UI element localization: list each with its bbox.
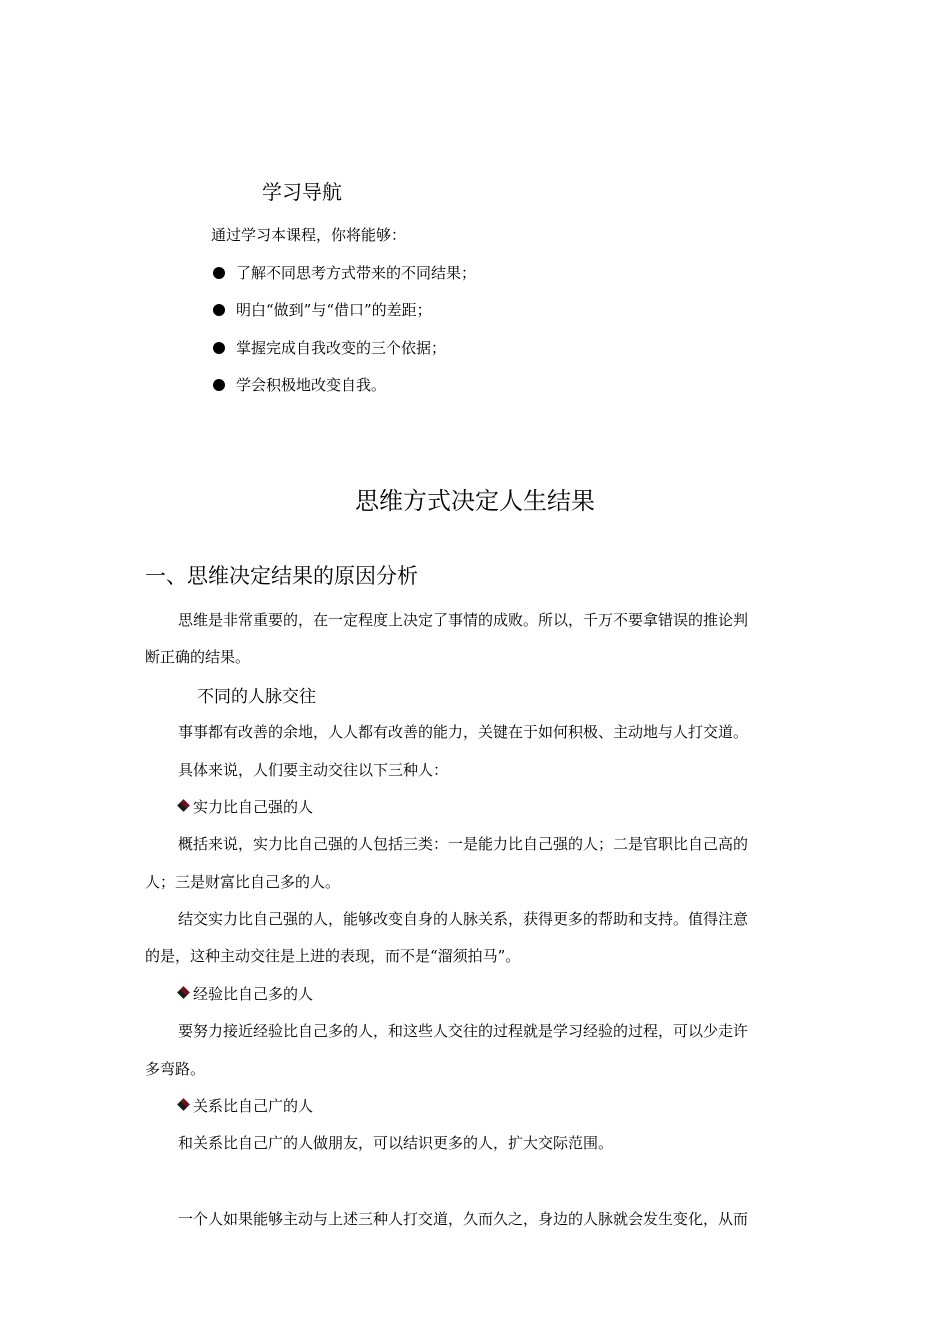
nav-item-text: 了解不同思考方式带来的不同结果； — [236, 264, 477, 282]
paragraph-line: 事事都有改善的余地，人人都有改善的能力，关键在于如何积极、主动地与人打交道。 — [178, 723, 749, 741]
list-item-label: 经验比自己多的人 — [193, 985, 314, 1003]
nav-intro: 通过学习本课程，你将能够： — [211, 226, 407, 244]
nav-item-text: 明白“做到”与“借口”的差距； — [236, 301, 432, 319]
list-item-label: 实力比自己强的人 — [193, 798, 314, 816]
nav-title: 学习导航 — [262, 180, 342, 204]
paragraph-line: 和关系比自己广的人做朋友，可以结识更多的人，扩大交际范围。 — [178, 1134, 614, 1152]
bullet-icon — [213, 379, 225, 391]
paragraph-line: 一个人如果能够主动与上述三种人打交道，久而久之，身边的人脉就会发生变化，从而 — [178, 1210, 749, 1228]
list-item-label: 关系比自己广的人 — [193, 1097, 314, 1115]
sub-heading: 不同的人脉交往 — [197, 687, 316, 707]
main-title: 思维方式决定人生结果 — [355, 487, 595, 515]
bullet-icon — [213, 342, 225, 354]
diamond-bullet-icon — [177, 986, 190, 999]
section-heading: 一、思维决定结果的原因分析 — [145, 564, 418, 588]
list-item — [177, 797, 313, 817]
paragraph-line: 具体来说，人们要主动交往以下三种人： — [178, 761, 449, 779]
paragraph-line: 多弯路。 — [145, 1060, 206, 1078]
nav-item — [213, 337, 446, 358]
list-item — [177, 984, 313, 1004]
diamond-bullet-icon — [177, 799, 190, 812]
nav-item — [213, 299, 432, 320]
paragraph-line: 的是，这种主动交往是上进的表现，而不是“溜须拍马”。 — [145, 947, 521, 965]
paragraph-line: 断正确的结果。 — [145, 648, 251, 666]
paragraph-line: 结交实力比自己强的人，能够改变自身的人脉关系，获得更多的帮助和支持。值得注意 — [178, 910, 749, 928]
nav-item — [213, 374, 386, 395]
bullet-icon — [213, 304, 225, 316]
nav-item-text: 学会积极地改变自我。 — [236, 376, 387, 394]
diamond-bullet-icon — [177, 1098, 190, 1111]
paragraph-line: 概括来说，实力比自己强的人包括三类：一是能力比自己强的人；二是官职比自己高的 — [178, 835, 749, 853]
paragraph-line: 要努力接近经验比自己多的人，和这些人交往的过程就是学习经验的过程，可以少走许 — [178, 1022, 749, 1040]
nav-item-text: 掌握完成自我改变的三个依据； — [236, 339, 447, 357]
paragraph-line: 思维是非常重要的，在一定程度上决定了事情的成败。所以，千万不要拿错误的推论判 — [178, 611, 749, 629]
list-item — [177, 1096, 313, 1116]
nav-item — [213, 262, 476, 283]
bullet-icon — [213, 267, 225, 279]
paragraph-line: 人；三是财富比自己多的人。 — [145, 873, 341, 891]
